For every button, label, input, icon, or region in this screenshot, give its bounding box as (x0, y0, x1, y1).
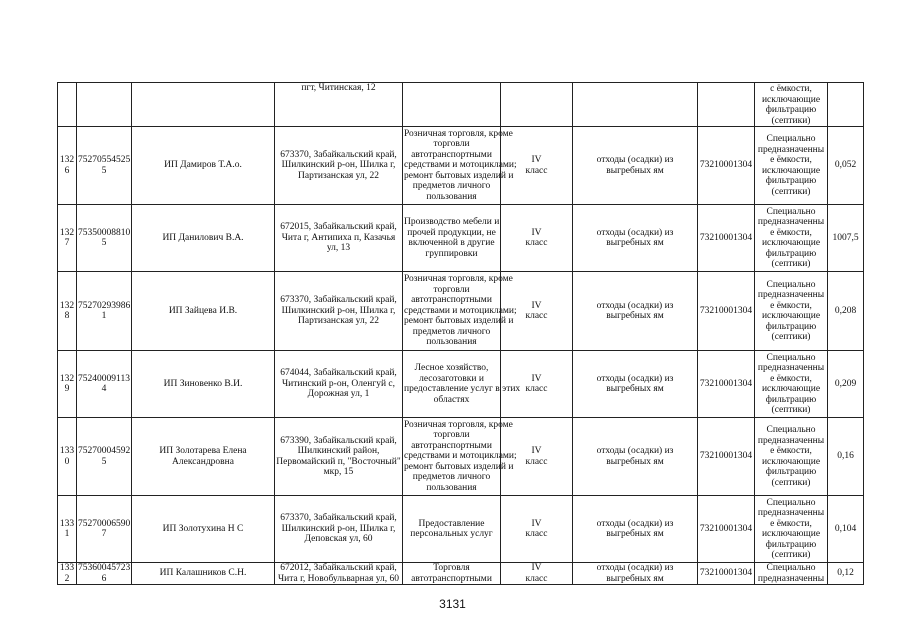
activity-line: ремонт бытовых изделий и (404, 170, 514, 181)
purpose-line: Специально (766, 206, 816, 217)
name-line: Александровна (172, 456, 234, 467)
cell-amount: 0,12 (828, 563, 864, 585)
cell-num: 1330 (58, 418, 77, 496)
activity-line: Торговля (433, 563, 470, 573)
activity-line: прочей продукции, не (407, 227, 496, 238)
activity-line: торговли (433, 430, 470, 441)
activity-line: лесозаготовки и (419, 373, 484, 384)
cell-hazard (501, 205, 573, 272)
name-line: ИП Зайцева И.В. (168, 305, 238, 316)
address-line: 673370, Забайкальский край, (280, 295, 397, 306)
hazard-line: класс (525, 573, 548, 584)
purpose-line: предназначенны (757, 508, 825, 518)
cell-activity (403, 563, 501, 585)
name-line: ИП Золотарева Елена (159, 446, 247, 456)
activity-line: областях (433, 394, 470, 405)
activity-line: ремонт бытовых изделий и (404, 316, 514, 327)
address-line: 673390, Забайкальский край, (280, 435, 397, 446)
cell-inn (77, 418, 132, 496)
purpose-line: е ёмкости, (770, 300, 812, 311)
purpose-line: фильтрацию (765, 467, 817, 477)
cell-inn (77, 83, 132, 127)
cell-name (132, 205, 275, 272)
cell-waste (573, 563, 698, 585)
hazard-line: IV (531, 155, 542, 165)
cell-address (275, 351, 403, 418)
cell-num: 1326 (58, 127, 77, 205)
hazard-line: класс (525, 311, 548, 321)
page-number: 3131 (439, 597, 466, 611)
activity-line: средствами и мотоциклами; (404, 305, 517, 316)
address-line: Партизанская ул, 22 (298, 316, 379, 327)
name-line: ИП Зиновенко В.И. (163, 378, 243, 389)
cell-inn (77, 351, 132, 418)
activity-line: группировки (425, 248, 478, 259)
cell-num: 1328 (58, 272, 77, 351)
purpose-line: (септики) (771, 550, 811, 560)
cell-purpose (755, 496, 828, 563)
cell-amount (828, 83, 864, 127)
activity-line: средствами и мотоциклами; (404, 451, 517, 462)
hazard-line: класс (525, 165, 548, 176)
cell-address (275, 127, 403, 205)
purpose-line: е ёмкости, (770, 446, 812, 456)
waste-line: выгребных ям (606, 384, 664, 394)
purpose-line: предназначенны (757, 217, 825, 227)
cell-num: 1332 (58, 563, 77, 585)
waste-line: выгребных ям (606, 311, 664, 321)
cell-purpose (755, 83, 828, 127)
purpose-line: с ёмкости, (770, 84, 812, 94)
cell-purpose (755, 563, 828, 585)
purpose-line: (септики) (771, 259, 811, 269)
hazard-line: IV (531, 300, 542, 311)
cell-amount: 1007,5 (828, 205, 864, 272)
activity-line: Розничная торговля, кроме (404, 419, 513, 430)
activity-line: средствами и мотоциклами; (404, 160, 517, 171)
inn-line: 75270004592 (78, 446, 131, 456)
purpose-line: исключающие (761, 165, 821, 176)
address-line: 674044, Забайкальский край, (280, 368, 397, 379)
waste-line: отходы (осадки) из (596, 373, 674, 384)
inn-line: 75270293986 (78, 300, 131, 311)
waste-line: отходы (осадки) из (596, 300, 674, 311)
hazard-line: класс (525, 384, 548, 394)
purpose-line: е ёмкости, (770, 518, 812, 529)
hazard-line: класс (525, 529, 548, 539)
inn-line: 75270554525 (78, 155, 131, 165)
cell-amount: 0,16 (828, 418, 864, 496)
cell-code (698, 83, 755, 127)
address-line: Чита г, Антипиха п, Казачья (281, 232, 396, 243)
waste-line: выгребных ям (606, 573, 664, 584)
table-row (58, 351, 864, 418)
inn-line: 75360045723 (78, 563, 131, 573)
hazard-line: класс (525, 456, 548, 467)
inn-line: 5 (101, 238, 107, 248)
cell-waste (573, 205, 698, 272)
waste-line: выгребных ям (606, 529, 664, 539)
cell-address (275, 418, 403, 496)
table-body (58, 83, 864, 585)
purpose-line: (септики) (771, 115, 811, 126)
activity-line: Производство мебели и (404, 217, 500, 227)
purpose-line: Специально (766, 134, 816, 144)
hazard-line: IV (531, 373, 542, 384)
cell-purpose (755, 351, 828, 418)
cell-activity (403, 205, 501, 272)
address-text: пгт, Читинская, 12 (301, 83, 376, 93)
activity-line: торговли (433, 284, 470, 295)
purpose-line: фильтрацию (765, 248, 817, 259)
table-row-continuation (58, 83, 864, 127)
cell-code: 73210001304 (698, 205, 755, 272)
purpose-line: исключающие (761, 456, 821, 467)
purpose-line: предназначенны (757, 144, 825, 155)
address-line: Деповская ул, 60 (304, 534, 373, 545)
address-line: Чита г, Новобульварная ул, 60 (277, 573, 400, 584)
address-line: мкр, 15 (323, 467, 354, 477)
inn-line: 1 (101, 311, 107, 321)
cell-waste (573, 83, 698, 127)
activity-line: предметов личного (412, 181, 491, 192)
waste-line: выгребных ям (606, 165, 664, 176)
cell-code: 73210001304 (698, 496, 755, 563)
purpose-line: предназначенны (757, 435, 825, 446)
purpose-line: фильтрацию (765, 539, 817, 550)
cell-name (132, 496, 275, 563)
purpose-line: предназначенны (757, 290, 825, 300)
table-row (58, 205, 864, 272)
cell-code: 73210001304 (698, 351, 755, 418)
activity-line: Розничная торговля, кроме (404, 274, 513, 285)
hazard-line: класс (525, 238, 548, 248)
activity-line: ремонт бытовых изделий и (404, 461, 514, 472)
waste-line: выгребных ям (606, 238, 664, 248)
address-line: Шилкинский р-он, Шилка г, (281, 160, 396, 171)
cell-num (58, 83, 77, 127)
purpose-line: (септики) (771, 332, 811, 342)
table-row (58, 272, 864, 351)
cell-code: 73210001304 (698, 272, 755, 351)
name-line: ИП Калашников С.Н. (159, 568, 247, 579)
name-line: ИП Данилович В.А. (162, 232, 244, 243)
purpose-line: Специально (766, 279, 816, 290)
purpose-line: исключающие (761, 238, 821, 248)
table-row (58, 127, 864, 205)
activity-line: персональных услуг (410, 529, 493, 539)
cell-name (132, 351, 275, 418)
cell-inn (77, 272, 132, 351)
purpose-line: (септики) (771, 405, 811, 415)
cell-name (132, 272, 275, 351)
purpose-line: исключающие (761, 529, 821, 539)
cell-code: 73210001304 (698, 563, 755, 585)
activity-line: предметов личного (412, 326, 491, 337)
cell-purpose (755, 272, 828, 351)
activity-line: предоставление услуг в этих (404, 384, 521, 394)
activity-line: автотранспортными (411, 440, 492, 451)
purpose-line: Специально (766, 352, 816, 363)
waste-line: отходы (осадки) из (596, 563, 674, 573)
address-line: 673370, Забайкальский край, (280, 149, 397, 160)
address-line: Шилкинский район, (297, 446, 380, 456)
purpose-line: (септики) (771, 477, 811, 488)
inn-line: 5 (101, 456, 107, 467)
activity-line: пользования (426, 337, 477, 348)
activity-line: включенной в другие (408, 238, 495, 248)
cell-address (275, 563, 403, 585)
cell-name (132, 418, 275, 496)
cell-inn (77, 563, 132, 585)
address-line: Шилкинский р-он, Шилка г, (281, 305, 396, 316)
cell-code: 73210001304 (698, 127, 755, 205)
activity-line: Лесное хозяйство, (414, 363, 489, 373)
cell-activity (403, 83, 501, 127)
purpose-line: е ёмкости, (770, 155, 812, 165)
cell-num: 1327 (58, 205, 77, 272)
inn-line: 75240009113 (78, 373, 130, 384)
cell-address (275, 272, 403, 351)
address-line: Дорожная ул, 1 (307, 389, 370, 400)
cell-purpose (755, 418, 828, 496)
activity-line: автотранспортными (411, 573, 492, 584)
inn-line: 5 (101, 165, 107, 176)
purpose-line: фильтрацию (765, 105, 817, 115)
purpose-line: исключающие (761, 311, 821, 321)
address-line: Читинский р-он, Оленгуй с, (281, 378, 396, 389)
inn-line: 75350008810 (78, 227, 131, 238)
cell-hazard (501, 496, 573, 563)
address-line: Партизанская ул, 22 (298, 170, 379, 181)
cell-name (132, 83, 275, 127)
cell-amount: 0,209 (828, 351, 864, 418)
address-line: Первомайский п, "Восточный" (276, 456, 401, 467)
cell-name (132, 563, 275, 585)
activity-line: автотранспортными (411, 295, 492, 306)
activity-line: пользования (426, 191, 477, 202)
activity-line: торговли (433, 139, 470, 150)
purpose-line: предназначенны (757, 573, 825, 584)
address-line: ул, 13 (326, 243, 351, 254)
purpose-line: Специально (766, 563, 816, 573)
cell-waste (573, 418, 698, 496)
cell-num: 1329 (58, 351, 77, 418)
purpose-line: предназначенны (757, 363, 825, 373)
purpose-line: е ёмкости, (770, 227, 812, 238)
waste-line: отходы (осадки) из (596, 518, 674, 529)
cell-code: 73210001304 (698, 418, 755, 496)
name-line: ИП Золотухина Н С (162, 523, 244, 534)
waste-line: отходы (осадки) из (596, 446, 674, 456)
cell-purpose (755, 205, 828, 272)
hazard-line: IV (531, 446, 542, 456)
cell-address (275, 205, 403, 272)
waste-line: отходы (осадки) из (596, 155, 674, 165)
purpose-line: фильтрацию (765, 394, 817, 405)
purpose-line: фильтрацию (765, 176, 817, 186)
cell-activity (403, 351, 521, 418)
activity-line: предметов личного (412, 472, 491, 483)
cell-waste (573, 351, 698, 418)
waste-line: отходы (осадки) из (596, 227, 674, 238)
table-row (58, 418, 864, 496)
cell-inn (77, 496, 132, 563)
purpose-line: исключающие (761, 384, 821, 394)
cell-activity (403, 127, 517, 205)
inn-line: 6 (101, 573, 107, 584)
cell-inn (77, 127, 132, 205)
cell-address (275, 83, 403, 127)
cell-activity (403, 272, 517, 351)
activity-line: Розничная торговля, кроме (404, 128, 513, 139)
purpose-line: исключающие (761, 94, 821, 105)
address-line: 672015, Забайкальский край, (280, 222, 397, 233)
hazard-line: IV (531, 518, 542, 529)
cell-waste (573, 496, 698, 563)
purpose-line: Специально (766, 497, 816, 508)
cell-num: 1331 (58, 496, 77, 563)
purpose-line: е ёмкости, (770, 373, 812, 384)
purpose-line: Специально (766, 425, 816, 435)
cell-hazard (501, 83, 573, 127)
cell-activity (403, 496, 501, 563)
cell-name (132, 127, 275, 205)
cell-address (275, 496, 403, 563)
cell-hazard (501, 563, 573, 585)
purpose-line: (септики) (771, 186, 811, 197)
hazard-line: IV (531, 227, 542, 238)
cell-amount: 0,208 (828, 272, 864, 351)
address-line: 672012, Забайкальский край, (280, 563, 397, 573)
activity-line: Предоставление (418, 518, 485, 529)
waste-register-table (57, 82, 864, 585)
name-line: ИП Дамиров Т.А.о. (164, 160, 242, 171)
cell-activity (403, 418, 517, 496)
table-row (58, 496, 864, 563)
hazard-line: IV (531, 563, 542, 573)
cell-waste (573, 127, 698, 205)
cell-purpose (755, 127, 828, 205)
activity-line: пользования (426, 482, 477, 493)
cell-amount: 0,104 (828, 496, 864, 563)
address-line: 673370, Забайкальский край, (280, 513, 397, 524)
inn-line: 4 (101, 384, 107, 394)
address-line: Шилкинский р-он, Шилка г, (281, 523, 396, 534)
inn-line: 7 (101, 529, 107, 539)
inn-line: 75270006590 (78, 518, 131, 529)
cell-inn (77, 205, 132, 272)
waste-line: выгребных ям (606, 456, 664, 467)
purpose-line: фильтрацию (765, 321, 817, 332)
cell-waste (573, 272, 698, 351)
cell-amount: 0,052 (828, 127, 864, 205)
table-row (58, 563, 864, 585)
activity-line: автотранспортными (411, 149, 492, 160)
